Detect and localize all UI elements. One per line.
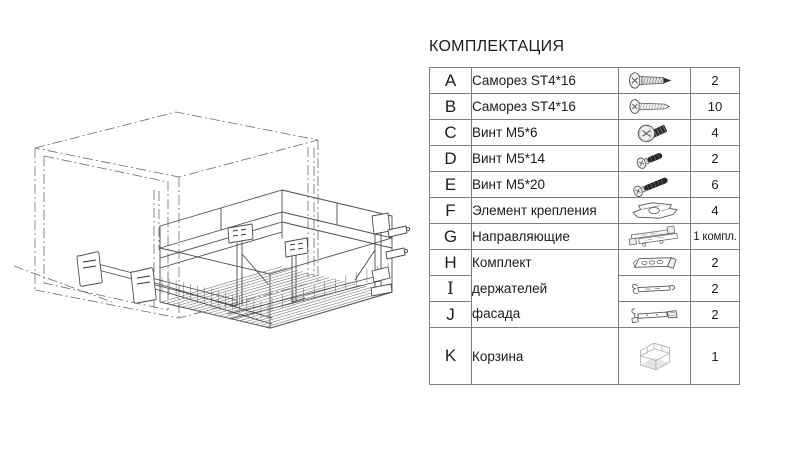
parts-table-body [430, 68, 740, 385]
part-description: Направляющие [472, 224, 619, 250]
part-description: Винт M5*14 [472, 146, 619, 172]
mounting-clip-icon [626, 198, 684, 223]
part-letter: A [430, 68, 472, 94]
part-quantity: 1 [691, 328, 740, 385]
part-quantity: 2 [691, 276, 740, 302]
slide-rails-pullout [77, 252, 272, 324]
front-bracket-middle [228, 224, 268, 306]
countersunk-screw-icon [626, 94, 684, 119]
wire-basket-icon [634, 335, 676, 377]
part-description-merged [472, 250, 619, 328]
part-letter: F [430, 198, 472, 224]
table-row [430, 120, 740, 146]
table-row [430, 68, 740, 94]
table-row [430, 146, 740, 172]
long-bracket-icon [626, 302, 684, 327]
part-description: Винт M5*20 [472, 172, 619, 198]
part-letter: D [430, 146, 472, 172]
part-icon-cell [619, 94, 691, 120]
part-letter: C [430, 120, 472, 146]
holed-plate-bracket-icon [626, 250, 684, 275]
table-row [430, 328, 740, 385]
part-quantity: 4 [691, 120, 740, 146]
part-description: Элемент крепления [472, 198, 619, 224]
part-quantity: 2 [691, 250, 740, 276]
medium-bolt-icon [626, 146, 684, 171]
part-quantity: 1 компл. [691, 224, 740, 250]
pan-head-screw-icon [626, 68, 684, 93]
part-letter: E [430, 172, 472, 198]
long-bolt-icon [626, 172, 684, 197]
table-row [430, 94, 740, 120]
part-letter: H [430, 250, 472, 276]
side-bracket-right [355, 213, 410, 296]
basket-wireframe [160, 190, 410, 329]
part-description: Саморез ST4*16 [472, 94, 619, 120]
part-icon-cell [619, 250, 691, 276]
page-title: КОМПЛЕКТАЦИЯ [429, 38, 565, 55]
part-icon-cell [619, 172, 691, 198]
slide-rails-icon [626, 224, 684, 249]
part-letter: I [430, 276, 472, 302]
part-icon-cell [619, 146, 691, 172]
table-row [430, 198, 740, 224]
part-quantity: 2 [691, 146, 740, 172]
front-plate-2 [131, 268, 156, 304]
part-letter: B [430, 94, 472, 120]
part-quantity: 10 [691, 94, 740, 120]
part-quantity: 4 [691, 198, 740, 224]
part-quantity: 6 [691, 172, 740, 198]
part-letter: K [430, 328, 472, 385]
part-letter: G [430, 224, 472, 250]
part-description: Корзина [472, 328, 619, 385]
hook-bracket-icon [626, 276, 684, 301]
table-row [430, 224, 740, 250]
part-icon-cell [619, 328, 691, 385]
part-description-text: Комплект держателей фасада [472, 255, 548, 322]
table-row [430, 250, 740, 276]
part-icon-cell [619, 276, 691, 302]
part-icon-cell [619, 120, 691, 146]
front-plate-1 [77, 252, 102, 287]
part-icon-cell [619, 198, 691, 224]
part-quantity: 2 [691, 302, 740, 328]
parts-table [429, 67, 740, 385]
part-icon-cell [619, 302, 691, 328]
table-row [430, 172, 740, 198]
part-quantity: 2 [691, 68, 740, 94]
part-description: Винт M5*6 [472, 120, 619, 146]
part-description: Саморез ST4*16 [472, 68, 619, 94]
part-letter: J [430, 302, 472, 328]
part-icon-cell [619, 68, 691, 94]
short-bolt-icon [626, 120, 684, 145]
part-icon-cell [619, 224, 691, 250]
